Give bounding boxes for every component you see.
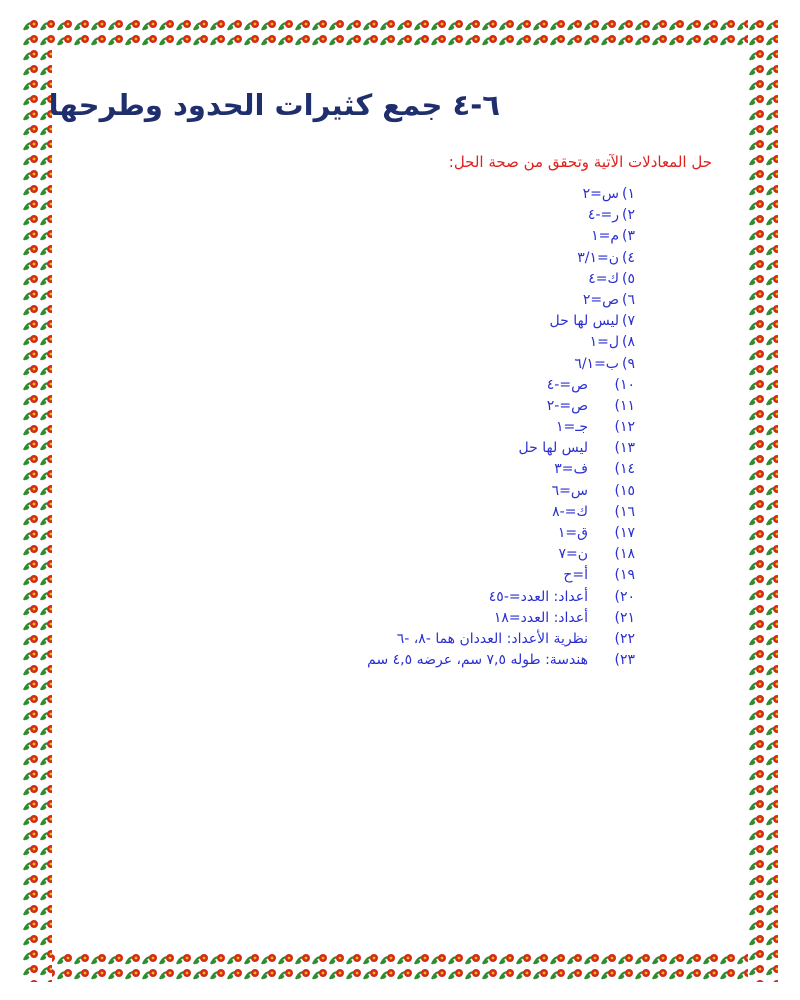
answer-item [367,417,635,438]
answer-item [367,290,635,311]
answer-item [367,459,635,480]
answer-number: ١٩) [614,567,635,584]
answer-item [367,184,635,205]
answer-text: ف=٣ [554,461,588,478]
answer-text: ل=١ [589,334,619,351]
page-title: ٦-٤ جمع كثيرات الحدود وطرحها [48,88,500,122]
flower-border-top-icon [22,18,778,48]
answer-item [367,226,635,247]
answer-text: ك=٤ [588,270,619,287]
instruction-text: حل المعادلات الآتية وتحقق من صحة الحل: [448,153,712,171]
answer-item [367,396,635,417]
answer-item [367,311,635,332]
answer-number: ١٦) [614,503,635,520]
answer-text: ق=١ [557,525,588,541]
answer-item [367,502,635,523]
answer-text: ب=٦/١ [574,355,619,372]
answer-item [367,332,635,353]
answer-text: ن=٧ [558,546,588,563]
answer-number: ٢٣) [614,652,635,669]
answer-text: أعداد: العدد=١٨ [493,609,588,626]
answer-number: ١) [622,186,635,202]
answer-text: ص=-٢ [546,397,588,414]
answer-number: ١٢) [614,419,635,436]
answer-text: ن=٣/١ [577,249,619,266]
answer-text: جـ=١ [555,419,588,436]
answer-number: ١٠) [614,376,635,393]
answer-text: م=١ [591,228,619,245]
answer-number: ١٤) [614,461,635,478]
answer-number: ٧) [622,313,635,330]
answer-number: ١٧) [614,525,635,541]
answer-item [367,438,635,459]
answer-number: ٢١) [614,609,635,626]
answer-item [367,205,635,226]
answer-number: ٢٢) [614,630,635,647]
answer-number: ٢٠) [614,588,635,605]
flower-border-left-icon [22,18,52,982]
page-border-left [22,18,52,982]
page-border-right [748,18,778,982]
page-border-top [22,18,778,48]
answer-number: ١٣) [614,440,635,457]
answer-item [367,354,635,375]
answer-item [367,481,635,502]
answer-item [367,269,635,290]
answer-item [367,544,635,565]
answer-text: أ=ح [563,567,588,584]
answer-item [367,248,635,269]
answer-text: ك=-٨ [552,503,588,520]
answer-number: ٨) [622,334,635,351]
answer-text: ر=-٤ [587,207,619,224]
answer-text: أعداد: العدد=-٤٥ [488,588,588,605]
answer-item [367,565,635,586]
answer-number: ١١) [614,397,635,414]
answer-number: ٦) [622,291,635,308]
answer-item [367,375,635,396]
answer-item [367,587,635,608]
answer-number: ١٥) [614,482,635,499]
answer-item [367,629,635,650]
answer-item [367,608,635,629]
answers-list [367,184,635,671]
answer-text: ليس لها حل [518,440,588,457]
answer-text: ليس لها حل [549,313,619,330]
answer-number: ٤) [622,249,635,266]
answer-number: ١٨) [614,546,635,563]
answer-text: ص=-٤ [546,376,588,393]
page-border-bottom [22,952,778,982]
answer-number: ٣) [622,228,635,245]
answer-text: ص=٢ [582,291,619,308]
answer-number: ٢) [622,207,635,224]
answer-text: نظرية الأعداد: العددان هما -٨، -٦ [396,630,588,647]
answer-item [367,650,635,671]
answer-text: س=٦ [551,482,588,499]
answer-text: س=٢ [582,186,619,202]
answer-text: هندسة: طوله ٧,٥ سم، عرضه ٤,٥ سم [367,652,588,669]
flower-border-bottom-icon [22,952,778,982]
answer-number: ٥) [622,270,635,287]
answer-item [367,523,635,544]
flower-border-right-icon [748,18,778,982]
answer-number: ٩) [622,355,635,372]
